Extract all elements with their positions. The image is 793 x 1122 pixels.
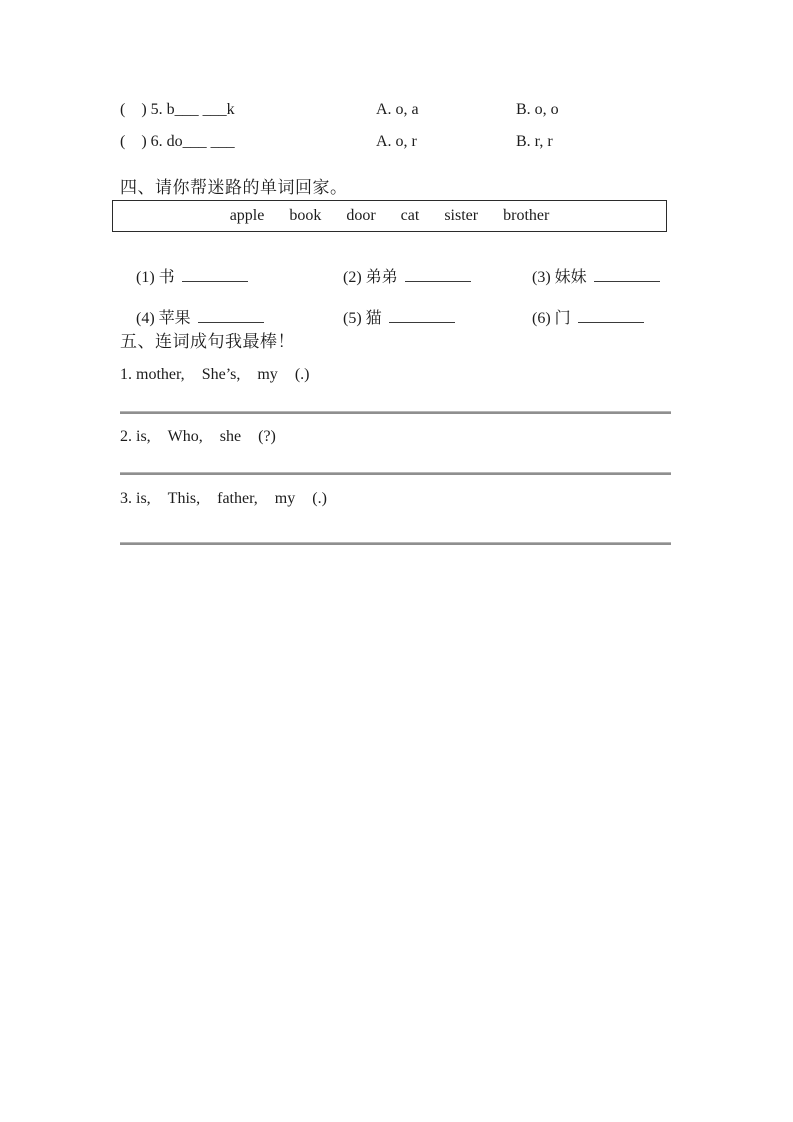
item-word: 门 — [554, 310, 571, 327]
word-bank-word: cat — [400, 207, 420, 224]
sentence-token: She’s, — [201, 366, 241, 383]
answer-blank — [594, 266, 660, 282]
answer-blank — [578, 307, 644, 323]
fill-item-5 — [327, 287, 455, 346]
item-word: 苹果 — [158, 310, 191, 327]
option-b: B. r, r — [516, 133, 553, 150]
sentence-item-2 — [120, 428, 276, 446]
item-number: (5) — [343, 310, 362, 327]
word-bank-word: apple — [229, 207, 265, 224]
word-bank-word: door — [346, 207, 376, 224]
choice-row-5 — [0, 101, 793, 123]
word-bank-word: book — [289, 207, 322, 224]
item-number: (3) — [532, 269, 551, 286]
sentence-token: This, — [167, 490, 201, 507]
fill-item-6 — [516, 287, 644, 346]
item-number: (6) — [532, 310, 551, 327]
answer-write-line — [120, 472, 671, 475]
sentence-token: she — [219, 428, 242, 445]
option-b: B. o, o — [516, 101, 559, 118]
answer-blank — [405, 266, 471, 282]
sentence-token: 1. mother, — [120, 366, 185, 383]
word-bank-box — [112, 200, 667, 232]
sentence-token: (.) — [294, 366, 310, 383]
item-number: (4) — [136, 310, 155, 327]
word-bank-word: sister — [444, 207, 479, 224]
option-a: A. o, a — [376, 101, 419, 118]
sentence-token: (?) — [258, 428, 276, 445]
section5-heading: 五、连词成句我最棒！ — [120, 332, 295, 351]
option-a: A. o, r — [376, 133, 417, 150]
choice-row-6 — [0, 133, 793, 155]
answer-write-line — [120, 411, 671, 414]
item-word: 妹妹 — [554, 269, 587, 286]
answer-blank — [182, 266, 248, 282]
sentence-token: 2. is, — [120, 428, 151, 445]
item-word: 弟弟 — [365, 269, 398, 286]
item-word: 书 — [158, 269, 175, 286]
section4-heading: 四、请你帮迷路的单词回家。 — [120, 178, 348, 197]
sentence-token: my — [257, 366, 278, 383]
word-bank-word: brother — [503, 207, 550, 224]
answer-blank — [198, 307, 264, 323]
question-text: ( ) 5. b___ ___k — [120, 101, 235, 118]
answer-write-line — [120, 542, 671, 545]
item-word: 猫 — [365, 310, 382, 327]
sentence-item-3 — [120, 490, 327, 508]
sentence-token: Who, — [167, 428, 203, 445]
sentence-token: 3. is, — [120, 490, 151, 507]
sentence-item-1 — [120, 366, 309, 384]
item-number: (2) — [343, 269, 362, 286]
sentence-token: father, — [217, 490, 258, 507]
sentence-token: (.) — [312, 490, 327, 507]
question-text: ( ) 6. do___ ___ — [120, 133, 235, 150]
sentence-token: my — [274, 490, 296, 507]
item-number: (1) — [136, 269, 155, 286]
answer-blank — [389, 307, 455, 323]
